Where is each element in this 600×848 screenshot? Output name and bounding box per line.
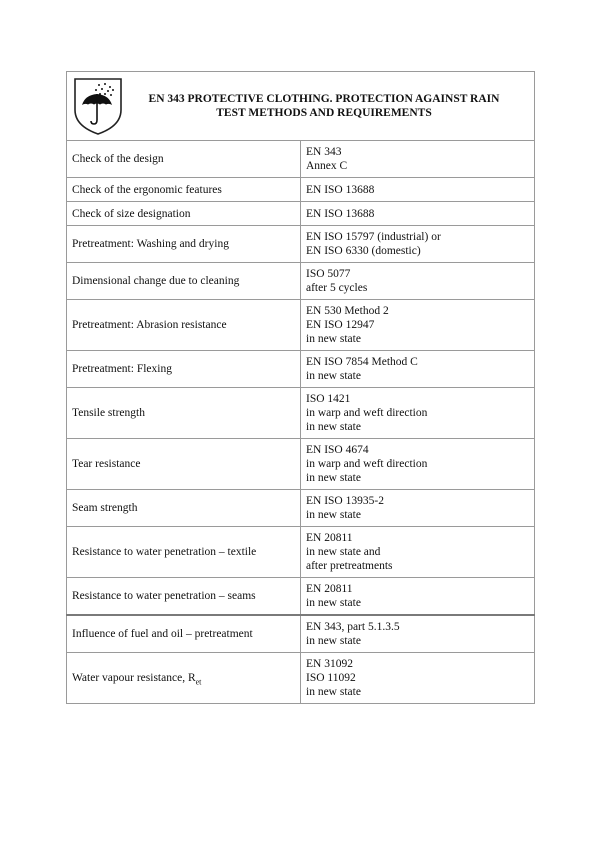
test-name: Check of size designation xyxy=(72,207,191,220)
test-name: Check of the ergonomic features xyxy=(72,183,222,196)
table-row xyxy=(67,141,535,178)
standard-line: in new state xyxy=(306,635,361,647)
test-name: Resistance to water penetration – seams xyxy=(72,590,256,602)
test-name-cell xyxy=(67,178,301,202)
test-name-subscript: et xyxy=(195,677,202,687)
table-row xyxy=(67,439,535,490)
table-header-row xyxy=(67,72,535,141)
standard-cell xyxy=(301,202,535,226)
table-row xyxy=(67,263,535,300)
standard-line: EN 343, part 5.1.3.5 xyxy=(306,621,400,633)
test-name-cell xyxy=(67,490,301,527)
standard-line: EN 530 Method 2 xyxy=(306,305,389,317)
standard-cell xyxy=(301,653,535,704)
standard-cell xyxy=(301,388,535,439)
standard-line: after 5 cycles xyxy=(306,282,368,294)
test-name-cell xyxy=(67,351,301,388)
test-name: Tensile strength xyxy=(72,407,145,419)
title-line-2: TEST METHODS AND REQUIREMENTS xyxy=(216,107,432,119)
test-name-cell xyxy=(67,300,301,351)
standard-line: in new state xyxy=(306,686,361,698)
requirements-table xyxy=(66,71,535,704)
standard-cell xyxy=(301,578,535,616)
standard-line: in new state xyxy=(306,509,361,521)
test-name-cell xyxy=(67,226,301,263)
standard-cell xyxy=(301,178,535,202)
standard-line: EN 20811 xyxy=(306,583,353,595)
standard-cell xyxy=(301,226,535,263)
table-row xyxy=(67,527,535,578)
test-name-cell xyxy=(67,578,301,616)
table-row xyxy=(67,178,535,202)
test-name: Dimensional change due to cleaning xyxy=(72,275,240,287)
standard-line: in new state xyxy=(306,370,361,382)
standard-line: EN 343 xyxy=(306,146,342,158)
standard-line: ISO 11092 xyxy=(306,672,356,684)
test-name-cell xyxy=(67,439,301,490)
table-row xyxy=(67,578,535,616)
table-row xyxy=(67,615,535,653)
standard-line: EN ISO 13688 xyxy=(306,207,375,220)
standard-cell xyxy=(301,527,535,578)
standard-line: in new state and xyxy=(306,546,381,558)
standard-line: EN ISO 4674 xyxy=(306,444,369,456)
standard-line: ISO 5077 xyxy=(306,268,351,280)
standard-cell xyxy=(301,351,535,388)
standard-line: EN ISO 12947 xyxy=(306,319,375,331)
table-row xyxy=(67,351,535,388)
table-row xyxy=(67,226,535,263)
standard-line: Annex C xyxy=(306,160,348,172)
umbrella-rain-shield-icon xyxy=(72,76,124,136)
test-name: Pretreatment: Flexing xyxy=(72,363,172,375)
standard-line: in warp and weft direction xyxy=(306,458,428,470)
table-row xyxy=(67,388,535,439)
test-name-cell xyxy=(67,202,301,226)
standard-line: in new state xyxy=(306,472,361,484)
document-sheet xyxy=(66,71,535,704)
test-name: Pretreatment: Abrasion resistance xyxy=(72,319,227,331)
test-name-cell xyxy=(67,263,301,300)
table-row xyxy=(67,300,535,351)
table-row xyxy=(67,653,535,704)
test-name-cell xyxy=(67,615,301,653)
standard-cell xyxy=(301,439,535,490)
standard-line: in new state xyxy=(306,333,361,345)
test-name: Tear resistance xyxy=(72,458,141,470)
standard-line: EN ISO 7854 Method C xyxy=(306,356,418,368)
standard-line: in new state xyxy=(306,597,361,609)
standard-line: after pretreatments xyxy=(306,560,393,572)
standard-cell xyxy=(301,263,535,300)
standard-cell xyxy=(301,615,535,653)
standard-cell xyxy=(301,141,535,178)
table-row xyxy=(67,490,535,527)
test-name: Influence of fuel and oil – pretreatment xyxy=(72,628,253,640)
header-cell xyxy=(67,72,535,141)
document-title xyxy=(124,92,534,120)
test-name-cell xyxy=(67,388,301,439)
test-name-cell xyxy=(67,141,301,178)
test-name: Pretreatment: Washing and drying xyxy=(72,238,229,250)
standard-line: in warp and weft direction xyxy=(306,407,428,419)
test-name-cell xyxy=(67,653,301,704)
table-row xyxy=(67,202,535,226)
test-name: Resistance to water penetration – textile xyxy=(72,546,257,558)
test-name: Seam strength xyxy=(72,502,138,514)
standard-line: EN ISO 13935-2 xyxy=(306,495,384,507)
test-name: Check of the design xyxy=(72,153,164,165)
standard-line: in new state xyxy=(306,421,361,433)
test-name: Water vapour resistance, R xyxy=(72,672,196,684)
standard-cell xyxy=(301,490,535,527)
standard-cell xyxy=(301,300,535,351)
standard-line: EN ISO 15797 (industrial) or xyxy=(306,231,441,243)
test-name-cell xyxy=(67,527,301,578)
title-line-1: EN 343 PROTECTIVE CLOTHING. PROTECTION AGAINST RAIN xyxy=(148,93,500,105)
standard-line: EN ISO 6330 (domestic) xyxy=(306,245,421,257)
standard-line: EN 31092 xyxy=(306,658,353,670)
standard-line: EN 20811 xyxy=(306,532,353,544)
standard-line: EN ISO 13688 xyxy=(306,183,375,196)
standard-line: ISO 1421 xyxy=(306,393,351,405)
